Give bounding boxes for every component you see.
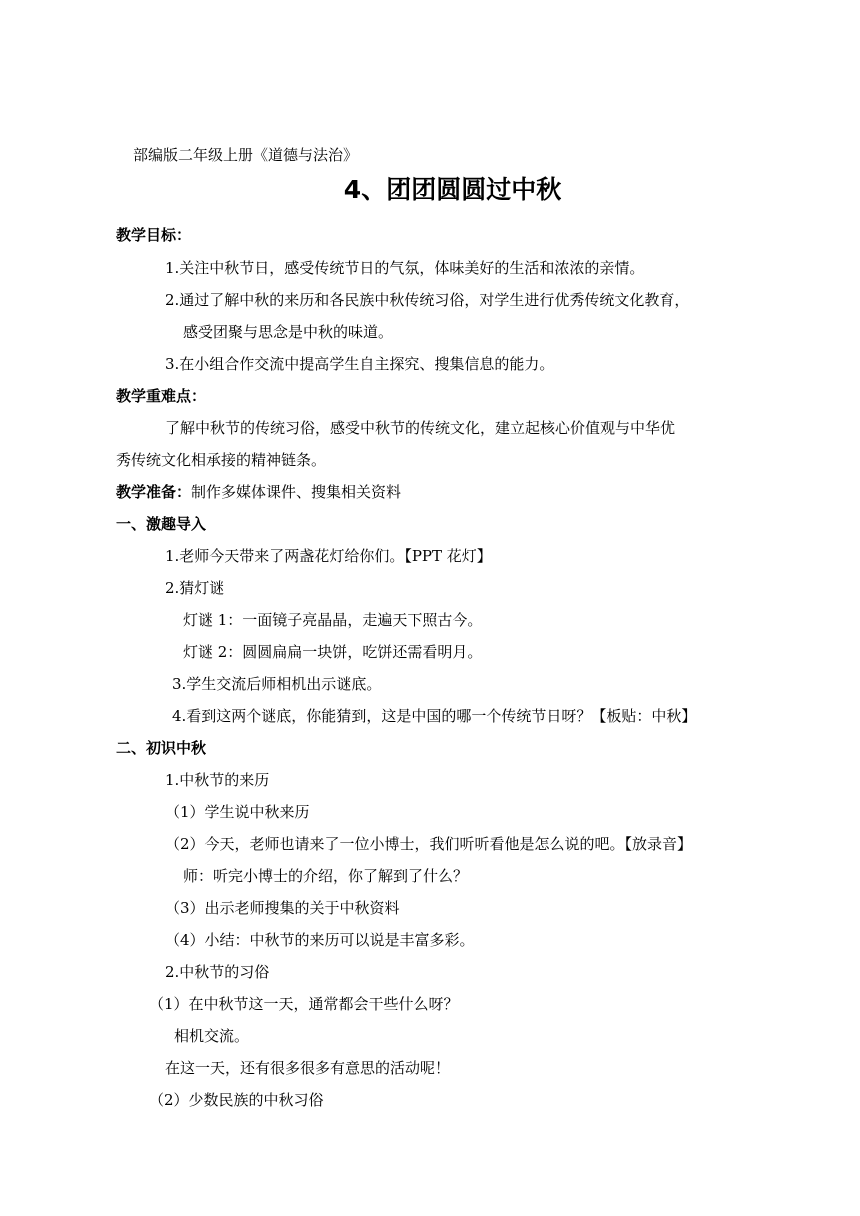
section-line: 2.猜灯谜 — [165, 579, 225, 597]
book-subtitle: 部编版二年级上册《道德与法治》 — [133, 146, 359, 164]
section-line: （1）在中秋节这一天，通常都会干些什么呀？ — [149, 995, 459, 1013]
goal-item-continued: 感受团聚与思念是中秋的味道。 — [183, 323, 394, 341]
section-line: 相机交流。 — [174, 1027, 250, 1045]
section-line: （3）出示老师搜集的关于中秋资料 — [165, 899, 400, 917]
goal-item: 3.在小组合作交流中提高学生自主探究、搜集信息的能力。 — [165, 355, 555, 373]
section-line: 在这一天，还有很多很多有意思的活动呢！ — [165, 1059, 451, 1077]
prep-text: 制作多媒体课件、搜集相关资料 — [191, 483, 402, 501]
riddle-line: 灯谜 1：一面镜子亮晶晶，走遍天下照古今。 — [183, 611, 483, 629]
section-heading: 一、激趣导入 — [116, 515, 207, 533]
key-points-text: 秀传统文化相承接的精神链条。 — [116, 451, 327, 469]
section-line: （2）少数民族的中秋习俗 — [149, 1091, 324, 1109]
goal-item: 2.通过了解中秋的来历和各民族中秋传统习俗，对学生进行优秀传统文化教育， — [165, 291, 690, 309]
section-line: 师：听完小博士的介绍，你了解到了什么？ — [183, 867, 469, 885]
section-heading: 二、初识中秋 — [116, 739, 207, 757]
lesson-title: 4、团团圆圆过中秋 — [343, 175, 562, 204]
section-line: （1）学生说中秋来历 — [165, 803, 310, 821]
section-line: 4.看到这两个谜底，你能猜到，这是中国的哪一个传统节日呀？【板贴：中秋】 — [172, 707, 697, 725]
goal-item: 1.关注中秋节日，感受传统节日的气氛，体味美好的生活和浓浓的亲情。 — [165, 259, 645, 277]
riddle-line: 灯谜 2：圆圆扁扁一块饼，吃饼还需看明月。 — [183, 643, 483, 661]
section-line: （4）小结：中秋节的来历可以说是丰富多彩。 — [165, 931, 475, 949]
key-points-text: 了解中秋节的传统习俗，感受中秋节的传统文化，建立起核心价值观与中华优 — [165, 419, 676, 437]
key-points-heading: 教学重难点： — [116, 387, 207, 405]
section-line: 1.中秋节的来历 — [165, 771, 270, 789]
section-line: 1.老师今天带来了两盏花灯给你们。【PPT 花灯】 — [165, 547, 492, 565]
section-line: 2.中秋节的习俗 — [165, 963, 270, 981]
prep-heading: 教学准备： — [116, 483, 192, 501]
goals-heading: 教学目标： — [116, 226, 192, 244]
prep-line — [116, 482, 401, 502]
section-line: 3.学生交流后师相机出示谜底。 — [172, 675, 382, 693]
section-line: （2）今天，老师也请来了一位小博士，我们听听看他是怎么说的吧。【放录音】 — [165, 835, 693, 853]
